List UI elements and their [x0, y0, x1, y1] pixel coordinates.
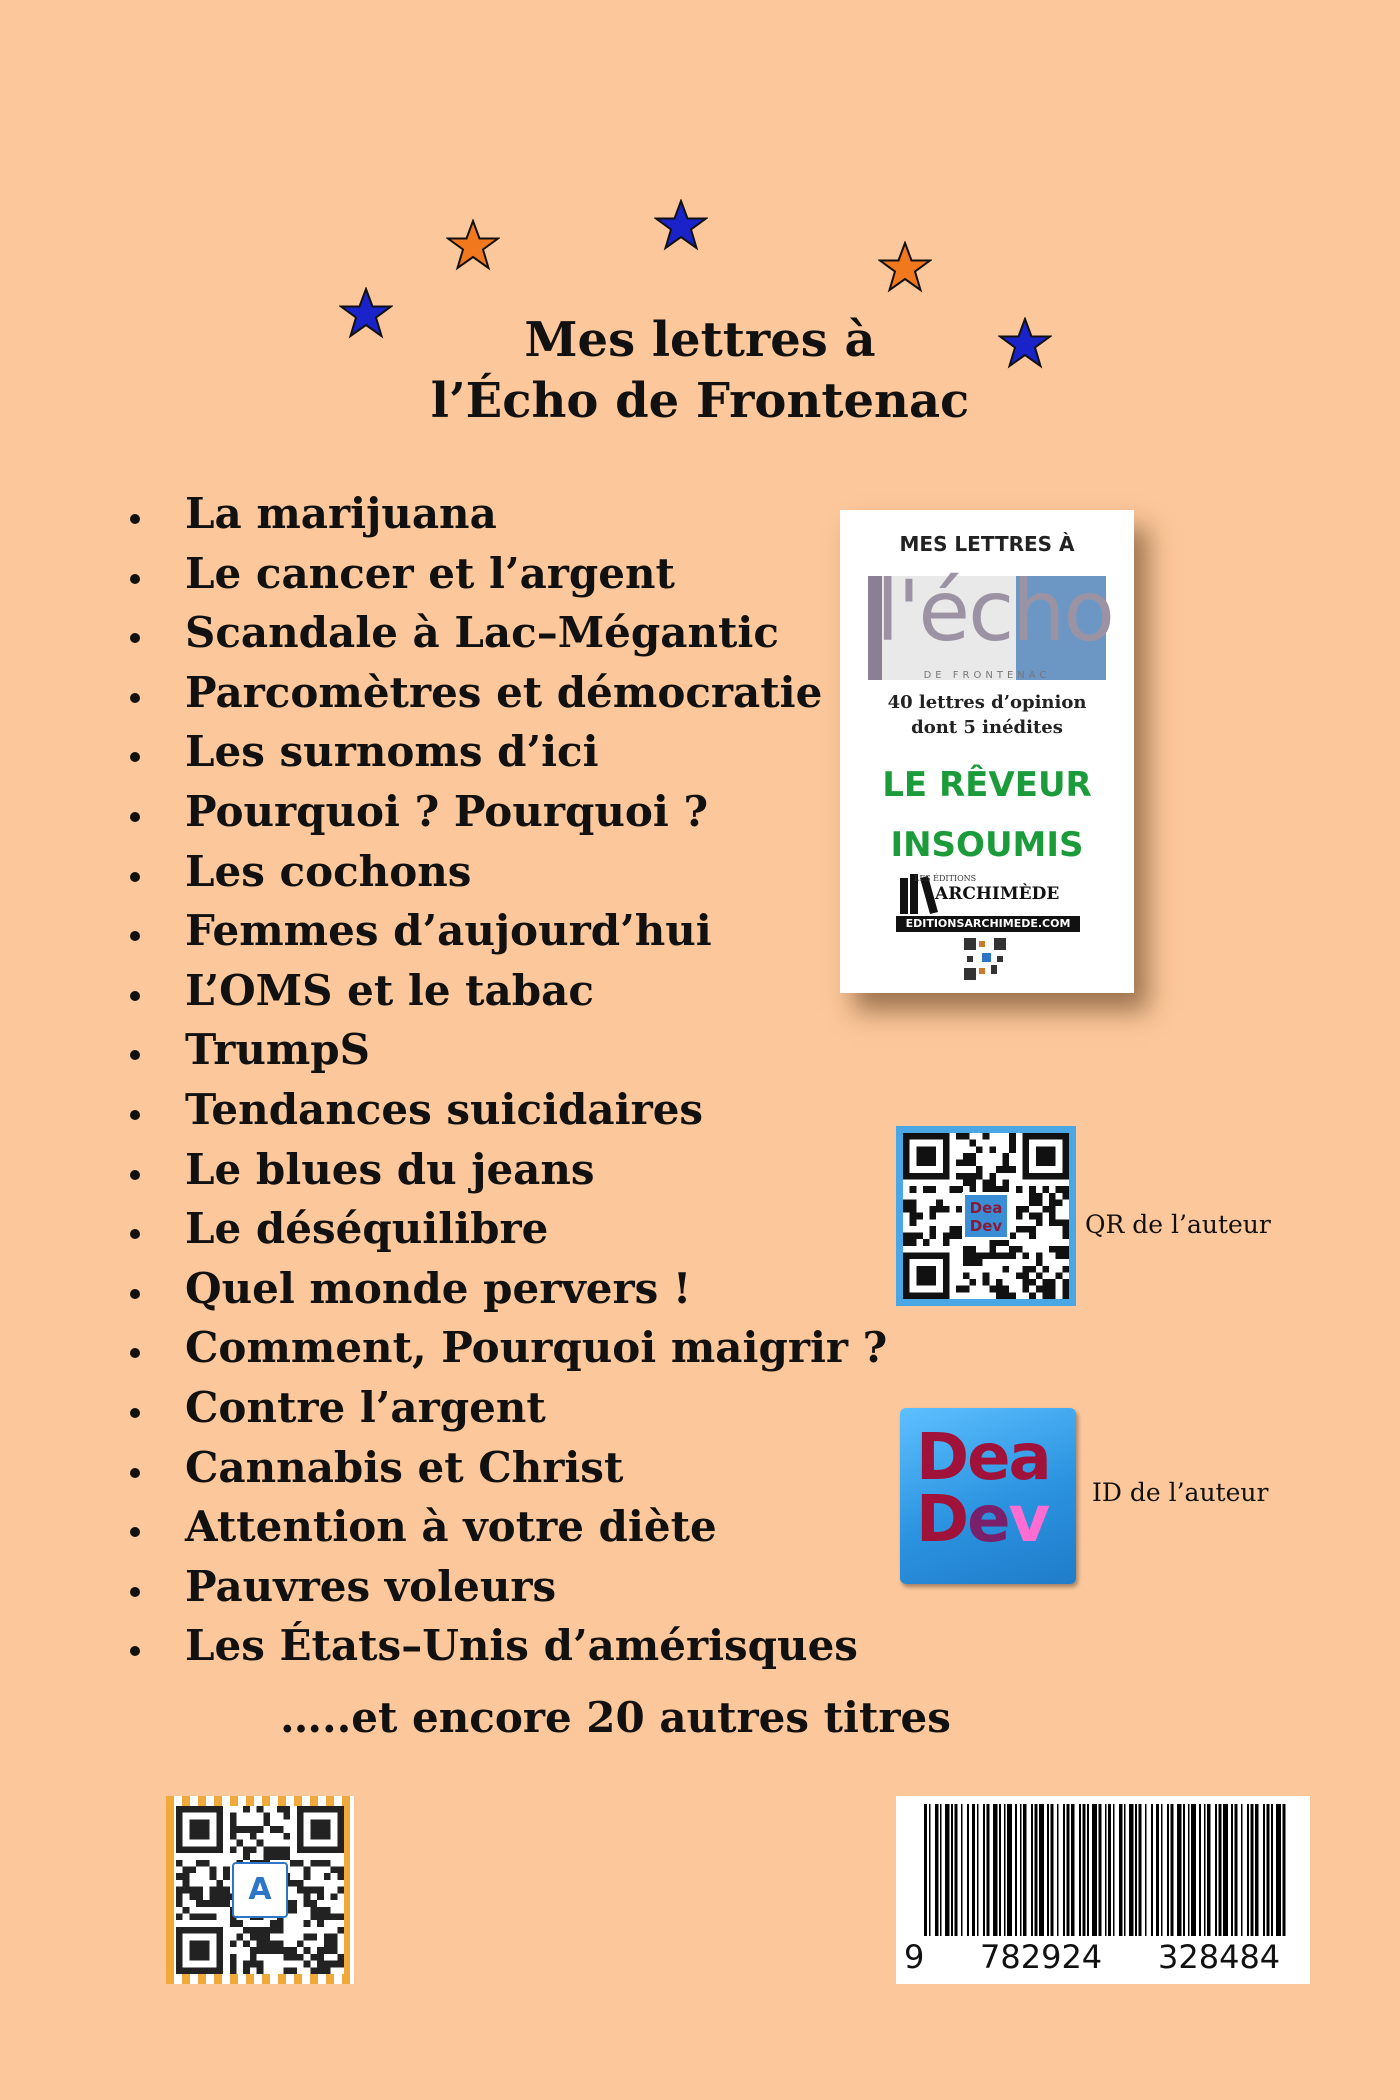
badge-letter-v: v: [1008, 1483, 1049, 1557]
bullet-icon: [130, 693, 140, 703]
book-desc-line-1: 40 lettres d’opinion: [887, 692, 1087, 713]
bullet-icon: [130, 1348, 140, 1358]
bullet-icon: [130, 1646, 140, 1656]
list-item-text: Cannabis et Christ: [185, 1442, 624, 1492]
badge-word-1: Dea: [916, 1421, 1050, 1495]
bullet-icon: [130, 812, 140, 822]
title-line-1: Mes lettres à: [524, 312, 876, 368]
publisher-name: ARCHIMÈDE: [935, 884, 1060, 904]
author-qr-code[interactable]: [896, 1126, 1076, 1306]
archimede-logo-icon: A: [232, 1862, 288, 1918]
list-item-text: Contre l’argent: [185, 1383, 546, 1432]
echo-logo-sub: DE FRONTENAC: [923, 670, 1051, 681]
list-item-text: Le blues du jeans: [185, 1144, 595, 1194]
publisher-small-label: LES ÉDITIONS: [914, 874, 977, 883]
bullet-icon: [130, 633, 140, 643]
book-subtitle-line-2: INSOUMIS: [890, 825, 1084, 865]
isbn-barcode: [896, 1796, 1310, 1984]
list-item-text: Parcomètres et démocratie: [185, 667, 823, 717]
isbn-group-2: 328484: [1158, 1938, 1281, 1976]
mini-qr-code-icon: [964, 938, 1006, 980]
list-item-text: Pauvres voleurs: [185, 1561, 557, 1611]
book-cover-image: [840, 510, 1134, 993]
bullet-icon: [130, 514, 140, 524]
book-description: [840, 690, 1134, 740]
echo-logo-word: l'écho: [876, 562, 1113, 660]
bullet-icon: [130, 1050, 140, 1060]
bullet-icon: [130, 1289, 140, 1299]
bullet-icon: [130, 872, 140, 882]
list-item-text: L’OMS et le tabac: [185, 965, 594, 1015]
title-line-2: l’Écho de Frontenac: [430, 373, 970, 429]
qr-logo-top: Dea: [969, 1199, 1003, 1217]
dea-dev-logo: [962, 1192, 1010, 1240]
isbn-number: [896, 1938, 1310, 1978]
list-item-text: Pourquoi ? Pourquoi ?: [185, 787, 709, 836]
bullet-icon: [130, 1110, 140, 1120]
book-subtitle: [840, 755, 1134, 875]
bullet-icon: [130, 1527, 140, 1537]
list-item-text: La marijuana: [185, 489, 497, 538]
list-item-text: Les surnoms d’ici: [185, 727, 599, 777]
bullet-icon: [130, 931, 140, 941]
list-item-text: Comment, Pourquoi maigrir ?: [185, 1323, 888, 1373]
bullet-icon: [130, 1229, 140, 1239]
list-item-text: Attention à votre diète: [185, 1502, 717, 1552]
isbn-digit-first: 9: [904, 1938, 925, 1976]
book-subtitle-line-1: LE RÊVEUR: [882, 765, 1092, 805]
list-item-text: Tendances suicidaires: [185, 1085, 704, 1134]
bullet-icon: [130, 991, 140, 1001]
list-item-text: Quel monde pervers !: [185, 1263, 692, 1313]
publisher-qr-code[interactable]: [166, 1796, 354, 1984]
qr-logo-bottom: Dev: [969, 1217, 1003, 1235]
more-titles: …..et encore 20 autres titres: [280, 1693, 951, 1742]
list-item-text: Les cochons: [185, 846, 472, 896]
author-id-badge: [900, 1408, 1076, 1584]
badge-letter-d: D: [916, 1483, 968, 1557]
list-item-text: TrumpS: [185, 1025, 371, 1075]
bullet-icon: [130, 1468, 140, 1478]
book-heading: MES LETTRES À: [899, 532, 1075, 556]
author-qr-caption: QR de l’auteur: [1085, 1210, 1271, 1239]
badge-word-2: [916, 1483, 1049, 1557]
list-item-text: Le cancer et l’argent: [185, 548, 675, 598]
publisher-website: EDITIONSARCHIMEDE.COM: [896, 916, 1080, 932]
author-id-caption: ID de l’auteur: [1092, 1478, 1269, 1507]
bullet-icon: [130, 1408, 140, 1418]
book-desc-line-2: dont 5 inédites: [911, 717, 1063, 738]
list-item-text: Femmes d’aujourd’hui: [185, 906, 712, 956]
barcode-bars: [920, 1804, 1290, 1936]
badge-letter-e: e: [967, 1483, 1009, 1557]
bullet-icon: [130, 752, 140, 762]
bullet-icon: [130, 574, 140, 584]
bullet-icon: [130, 1170, 140, 1180]
list-item-text: Le déséquilibre: [185, 1204, 549, 1254]
bullet-icon: [130, 1587, 140, 1597]
list-item-text: Les États–Unis d’amérisques: [185, 1621, 858, 1671]
list-item-text: Scandale à Lac–Mégantic: [185, 608, 779, 658]
isbn-group-1: 782924: [980, 1938, 1103, 1976]
